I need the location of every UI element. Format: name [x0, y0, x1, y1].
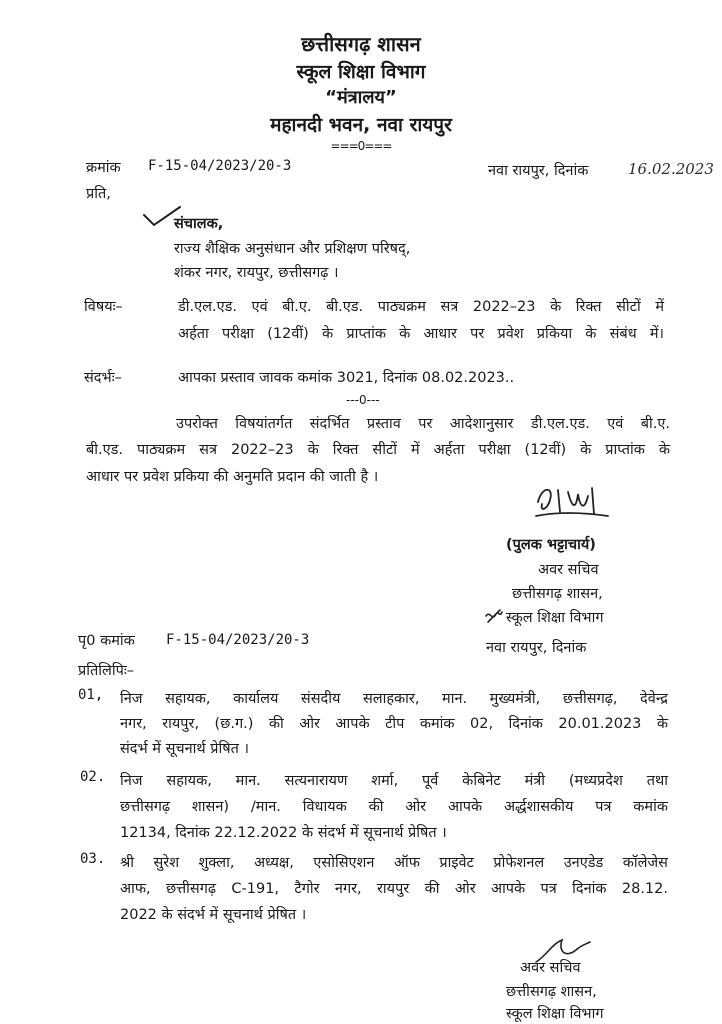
body-line-2: बी.एड. पाठ्यक्रम सत्र 2022–23 के रिक्त सीटों में अर्हता परीक्षा (12वीं) के प्राप्तांक के	[86, 442, 670, 458]
copy-item-3-line-1: श्री सुरेश शुक्ला, अध्यक्ष, एसोसिएशन ऑफ प्राइवेट प्रोफेशनल उनएडेड कॉलेजेस	[120, 855, 668, 871]
header-government: छत्तीसगढ़ शासन	[301, 32, 421, 56]
mid-separator: ---0---	[346, 393, 380, 407]
copy-item-2-line-1: निज सहायक, मान. सत्यनारायण शर्मा, पूर्व केबिनेट मंत्री (मध्यप्रदेश तथा	[120, 773, 668, 789]
body-line-3: आधार पर प्रवेश प्रकिया की अनुमति प्रदान की जाती है ।	[86, 469, 379, 485]
signatory-name: (पुलक भट्टाचार्य)	[506, 537, 596, 553]
signature-2-office-2: स्कूल शिक्षा विभाग	[506, 1006, 604, 1022]
copy-item-1-number: 01,	[78, 687, 104, 703]
signatory-office-2: स्कूल शिक्षा विभाग	[506, 610, 604, 626]
signature-icon	[532, 482, 612, 522]
subject-line-2: अर्हता परीक्षा (12वीं) के प्राप्तांक के आधार पर प्रवेश प्रकिया के संबंध में।	[178, 326, 664, 342]
copy-item-1-line-1: निज सहायक, कार्यालय संसदीय सलाहकार, मान. मुख्यमंत्री, छत्तीसगढ़, देवेन्द्र	[120, 691, 668, 707]
copy-item-3-line-3: 2022 के संदर्भ में सूचनार्थ प्रेषित ।	[120, 907, 307, 923]
header-separator: ===0===	[330, 139, 392, 153]
copies-label: प्रतिलिपिः–	[78, 663, 135, 679]
copy-item-2-number: 02.	[80, 769, 106, 785]
header-department: स्कूल शिक्षा विभाग	[296, 61, 426, 83]
ref2-place-date-label: नवा रायपुर, दिनांक	[486, 640, 587, 656]
to-label: प्रति,	[86, 186, 111, 202]
signature-2-designation: अवर सचिव	[520, 960, 581, 976]
header-address: महानदी भवन, नवा रायपुर	[270, 114, 452, 136]
subject-line-1: डी.एल.एड. एवं बी.ए. बी.एड. पाठ्यक्रम सत्र 2022–23 के रिक्त सीटों में	[178, 299, 664, 315]
copy-item-3-number: 03.	[80, 851, 106, 867]
copy-item-3-line-2: आफ, छत्तीसगढ़ C-191, टैगोर नगर, रायपुर की ओर आपके पत्र दिनांक 28.12.	[120, 881, 668, 897]
body-line-1: उपरोक्त विषयांतर्गत संदर्भित प्रस्ताव पर आदेशानुसार डी.एल.एड. एवं बी.ए.	[176, 416, 670, 432]
ref-number: F-15-04/2023/20-3	[148, 158, 292, 174]
copy-item-1-line-2: नगर, रायपुर, (छ.ग.) की ओर आपके टीप कमांक 02, दिनांक 20.01.2023 के	[120, 716, 668, 732]
reference-text: आपका प्रस्ताव जावक कमांक 3021, दिनांक 08.02.2023..	[178, 370, 515, 386]
initial-mark-icon	[484, 608, 504, 624]
copy-item-1-line-3: संदर्भ में सूचनार्थ प्रेषित ।	[120, 741, 250, 757]
ref-date-handwritten: 16.02.2023	[628, 160, 714, 178]
header-mantralaya: “मंत्रालय”	[325, 87, 397, 108]
copy-item-2-line-2: छत्तीसगढ़ शासन) /मान. विधायक की ओर आपके अर्द्धशासकीय पत्र कमांक	[120, 799, 668, 815]
subject-label: विषयः–	[84, 299, 123, 315]
to-addressee: संचालक,	[174, 216, 224, 232]
ref-place-date-label: नवा रायपुर, दिनांक	[488, 163, 589, 179]
signatory-designation: अवर सचिव	[538, 562, 599, 578]
to-organization: राज्य शैक्षिक अनुसंधान और प्रशिक्षण परिषद्,	[174, 241, 411, 257]
ref2-number: F-15-04/2023/20-3	[166, 632, 310, 648]
to-address: शंकर नगर, रायपुर, छत्तीसगढ़ ।	[174, 265, 339, 281]
reference-label: संदर्भः–	[84, 370, 122, 386]
copy-item-2-line-3: 12134, दिनांक 22.12.2022 के संदर्भ में सूचनार्थ प्रेषित ।	[120, 825, 447, 841]
signatory-office-1: छत्तीसगढ़ शासन,	[512, 586, 603, 602]
signature-2-office-1: छत्तीसगढ़ शासन,	[506, 984, 597, 1000]
ref-label: क्रमांक	[86, 160, 121, 176]
ref2-label: पृ0 कमांक	[78, 633, 135, 649]
